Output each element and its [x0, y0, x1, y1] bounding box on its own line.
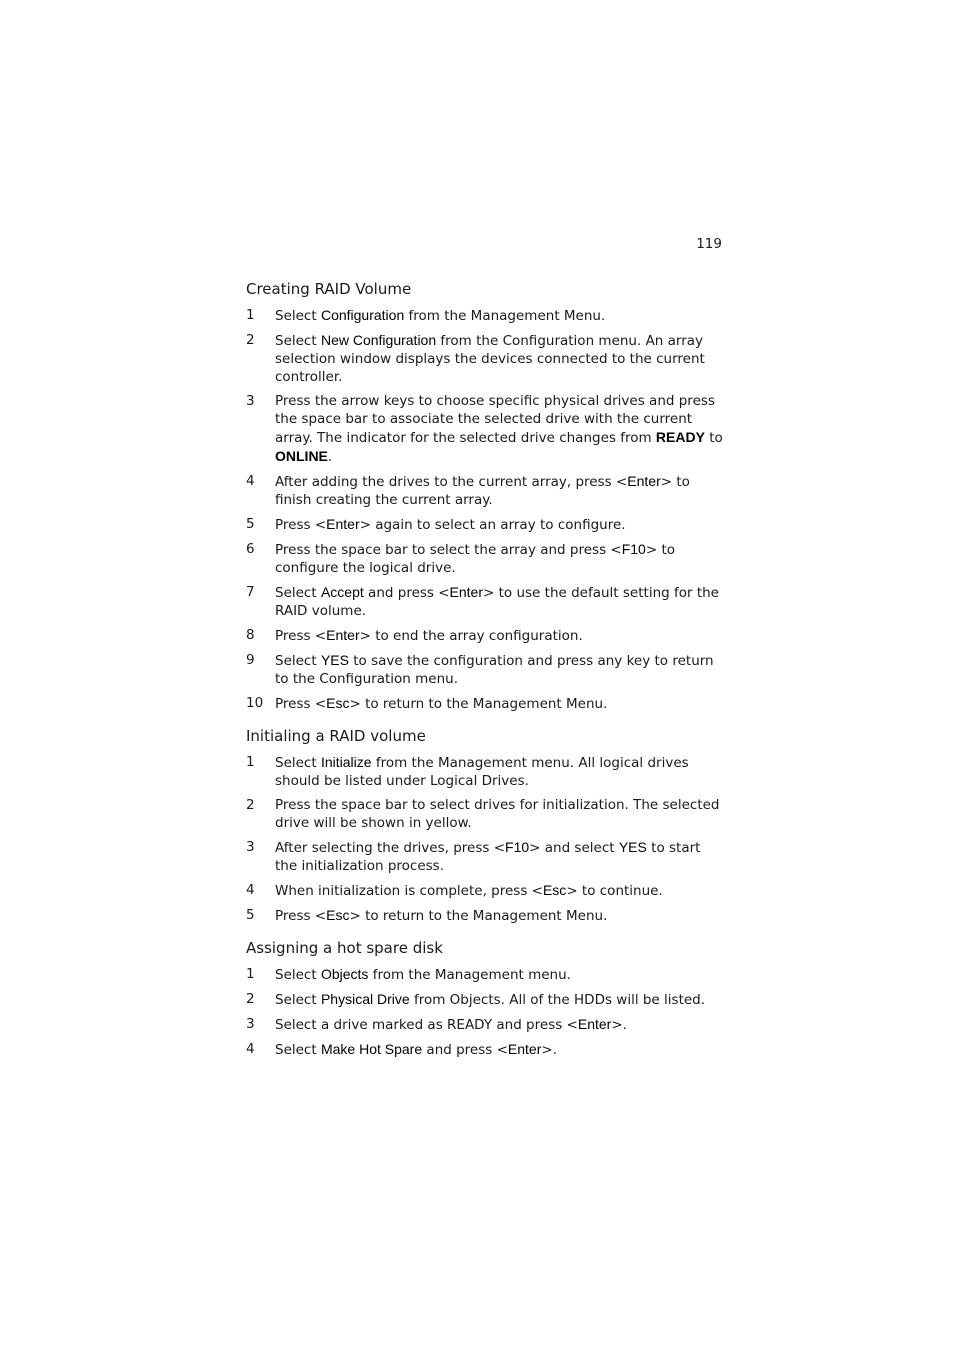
step-text-run: from the Management menu. All logical drives should be listed under Logical Drives. — [275, 755, 689, 789]
step-text-run: Select — [275, 755, 321, 771]
step-text-run: from the Management menu. — [368, 967, 571, 983]
step-text-run: When initialization is complete, press < — [275, 883, 543, 899]
step-item — [246, 881, 724, 900]
step-item — [246, 626, 724, 645]
step-text-run: After selecting the drives, press < — [275, 840, 506, 856]
ui-keyword: Enter — [507, 1041, 542, 1057]
section — [246, 726, 724, 925]
step-number: 10 — [246, 695, 264, 711]
step-number: 1 — [246, 307, 255, 323]
step-text-run: > to continue. — [566, 883, 663, 899]
step-text — [275, 796, 724, 832]
step-text-run: Press < — [275, 908, 327, 924]
step-text-run: > to use the default setting for the RAID volume. — [275, 585, 719, 619]
step-text-run: Select — [275, 308, 321, 324]
step-text-run: > to finish creating the current array. — [275, 474, 690, 508]
step-text-run: > to configure the logical drive. — [275, 542, 675, 576]
ui-keyword: Enter — [326, 516, 360, 532]
step-text — [275, 540, 724, 577]
step-number: 1 — [246, 754, 255, 770]
ui-keyword: Enter — [326, 627, 360, 643]
step-text-run: After adding the drives to the current array, press < — [275, 474, 628, 490]
step-text-run: > again to select an array to configure. — [359, 517, 626, 533]
step-text-run: from the Configuration menu. An array selection window displays the devices connected to the current controller. — [275, 333, 705, 385]
step-item — [246, 583, 724, 620]
step-item — [246, 1040, 724, 1059]
step-item — [246, 392, 724, 466]
step-item — [246, 515, 724, 534]
step-text — [275, 306, 724, 325]
step-text-run: Press the space bar to select the array and press < — [275, 542, 622, 558]
step-text-run: Select — [275, 1042, 321, 1058]
step-item — [246, 796, 724, 832]
section-title: Assigning a hot spare disk — [246, 939, 443, 957]
step-item — [246, 694, 724, 713]
ui-keyword: Physical Drive — [320, 991, 410, 1007]
step-text — [275, 881, 724, 900]
step-text — [275, 583, 724, 620]
step-text-run: Press < — [275, 517, 327, 533]
ui-keyword: F10 — [505, 839, 530, 855]
step-item — [246, 965, 724, 984]
step-text-run: Press the space bar to select drives for initialization. The selected drive will be shown in yellow. — [275, 797, 720, 831]
ui-keyword: Objects — [320, 966, 369, 982]
section — [246, 938, 724, 1059]
step-item — [246, 753, 724, 790]
step-text — [275, 472, 724, 509]
step-text-run: > and select — [529, 840, 619, 856]
step-text-run: . — [327, 449, 333, 465]
ui-keyword: Accept — [320, 584, 364, 600]
step-text-run: and press < — [363, 585, 450, 601]
step-text-run: Press < — [275, 628, 327, 644]
step-number: 5 — [246, 907, 255, 923]
step-text-run: Select — [275, 585, 321, 601]
step-number: 5 — [246, 516, 255, 532]
ui-keyword: Configuration — [320, 307, 405, 323]
step-text-run: Select — [275, 992, 321, 1008]
step-number: 7 — [246, 584, 255, 600]
step-list — [246, 306, 724, 713]
step-text-run: to — [704, 430, 723, 446]
step-text-run: > to return to the Management Menu. — [349, 696, 608, 712]
step-text — [275, 515, 724, 534]
step-text-run: Select a drive marked as READY and press < — [275, 1017, 578, 1033]
ui-keyword: Esc — [542, 882, 567, 898]
ui-keyword: Make Hot Spare — [320, 1041, 423, 1057]
step-text-run: Select — [275, 967, 321, 983]
ui-keyword: F10 — [621, 541, 646, 557]
ui-keyword: Enter — [449, 584, 484, 600]
step-number: 3 — [246, 393, 255, 409]
step-text — [275, 838, 724, 875]
step-number: 8 — [246, 627, 255, 643]
step-number: 4 — [246, 882, 255, 898]
ui-keyword: YES — [320, 652, 349, 668]
step-text-run: >. — [541, 1042, 557, 1058]
step-item — [246, 1015, 724, 1034]
step-text-run: to start the initialization process. — [275, 840, 701, 874]
step-item — [246, 906, 724, 925]
step-number: 6 — [246, 541, 255, 557]
step-text-run: Press < — [275, 696, 327, 712]
step-text — [275, 753, 724, 790]
step-text — [275, 651, 724, 688]
step-number: 3 — [246, 839, 255, 855]
step-number: 2 — [246, 797, 255, 813]
step-number: 9 — [246, 652, 255, 668]
step-list — [246, 753, 724, 925]
step-text-run: Select — [275, 653, 321, 669]
step-text-run: and press < — [422, 1042, 508, 1058]
step-text — [275, 1015, 724, 1034]
step-text-run: > to return to the Management Menu. — [349, 908, 608, 924]
section-title: Creating RAID Volume — [246, 280, 412, 298]
step-text — [275, 965, 724, 984]
ui-keyword: Enter — [627, 473, 661, 489]
step-item — [246, 472, 724, 509]
step-text-run: to save the configuration and press any key to return to the Configuration menu. — [275, 653, 714, 687]
step-text-run: Select — [275, 333, 321, 349]
ui-keyword: Esc — [326, 907, 350, 923]
step-number: 2 — [246, 991, 255, 1007]
step-text — [275, 626, 724, 645]
step-item — [246, 990, 724, 1009]
step-text-run: from Objects. All of the HDDs will be listed. — [409, 992, 706, 1008]
step-item — [246, 306, 724, 325]
step-item — [246, 331, 724, 386]
step-text — [275, 694, 724, 713]
step-item — [246, 651, 724, 688]
section-title: Initialing a RAID volume — [246, 727, 426, 745]
step-text — [275, 1040, 724, 1059]
step-text-run: > to end the array configuration. — [359, 628, 583, 644]
step-text — [275, 392, 724, 466]
step-text-run: from the Management Menu. — [404, 308, 606, 324]
step-text — [275, 906, 724, 925]
document-body — [246, 279, 724, 1072]
step-number: 1 — [246, 966, 255, 982]
step-item — [246, 838, 724, 875]
step-text-run: >. — [611, 1017, 627, 1033]
step-text-run: Press the arrow keys to choose specific physical drives and press the space bar to associate the selected drive with the current array. The indicator for the selected drive changes from — [275, 393, 715, 446]
step-number: 4 — [246, 473, 255, 489]
status-keyword: ONLINE — [275, 448, 328, 464]
step-number: 4 — [246, 1041, 255, 1057]
step-list — [246, 965, 724, 1059]
ui-keyword: Esc — [326, 695, 350, 711]
step-text — [275, 990, 724, 1009]
step-item — [246, 540, 724, 577]
ui-keyword: Initialize — [320, 754, 372, 770]
page-number: 119 — [696, 236, 722, 252]
status-keyword: READY — [655, 429, 705, 445]
ui-keyword: New Configuration — [320, 332, 437, 348]
ui-keyword: YES — [618, 839, 647, 855]
step-text — [275, 331, 724, 386]
ui-keyword: Enter — [577, 1016, 612, 1032]
section — [246, 279, 724, 713]
step-number: 3 — [246, 1016, 255, 1032]
step-number: 2 — [246, 332, 255, 348]
